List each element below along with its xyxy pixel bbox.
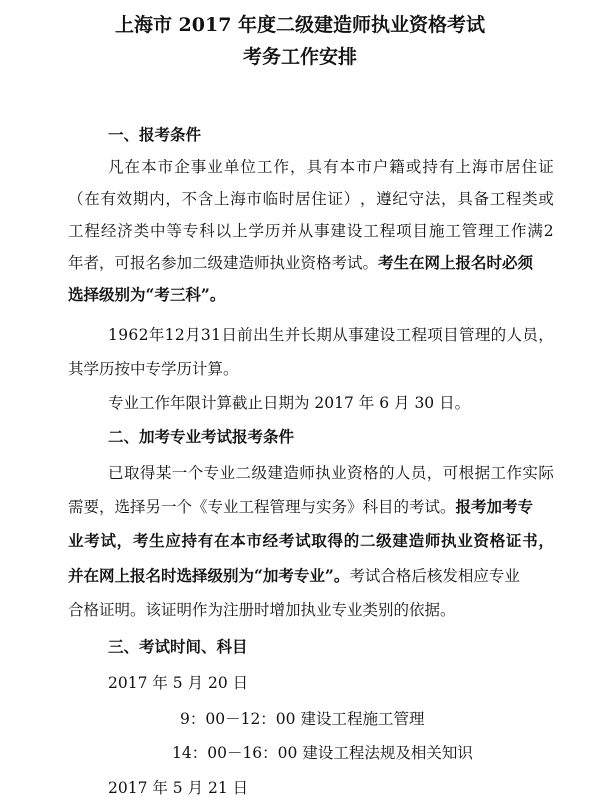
exam-date: 2017 年 5 月 20 日: [108, 674, 249, 692]
document-title: 上海市 2017 年度二级建造师执业资格考试: [114, 14, 486, 36]
bold-note: 并在网上报名时选择级别为“加考专业”。: [68, 566, 350, 585]
section-heading-2: 二、加考专业考试报考条件: [108, 427, 295, 446]
exam-date: 2017 年 5 月 21 日: [108, 779, 249, 797]
paragraph-line: 已 取 得 某 一 个 专 业 二 级 建 造 师 执 业 资 格 的 人 员 ， 可 根 据 工 作 实 际: [108, 464, 554, 482]
bold-note: 考生在网上报名时必须: [378, 253, 534, 272]
exam-session: 9：00－12：00 建设工程施工管理: [180, 710, 425, 728]
paragraph-line: 专业工作年限计算截止日期为 2017 年 6 月 30 日。: [108, 394, 471, 412]
paragraph-line: 其学历按中专学历计算。: [68, 360, 239, 378]
paragraph-line: 工 程 经 济 类 中 等 专 科 以 上 学 历 并 从 事 建 设 工 程 项 目 施 工 管 理 工 作 满 2: [68, 222, 554, 240]
section-heading-1: 一、报考条件: [108, 125, 202, 144]
section-heading-3: 三、考试时间、科目: [108, 637, 248, 656]
paragraph-line: （ 在 有 效 期 内 ， 不 含 上 海 市 临 时 居 住 证 ） ， 遵 纪 守 法 ， 具 备 工 程 类 或: [68, 190, 554, 208]
paragraph-line: 凡 在 本 市 企 事 业 单 位 工 作 ， 具 有 本 市 户 籍 或 持 有 上 海 市 居 住 证: [108, 158, 554, 176]
bold-note: 报考加考专: [455, 497, 534, 516]
paragraph-line: 并在网上报名时选择级别为“加考专业”。考试合格后核发相应专业: [68, 566, 520, 585]
paragraph-line: 1 9 6 2 年 1 2 月 3 1 日 前 出 生 并 长 期 从 事 建 设 工 程 项 目 管 理 的 人 员 ，: [108, 326, 554, 344]
paragraph-line: 年者，可报名参加二级建造师执业资格考试。考生在网上报名时必须: [68, 253, 534, 272]
paragraph-line: 合格证明。该证明作为注册时增加执业专业类别的依据。: [68, 601, 456, 619]
document-subtitle: 考务工作安排: [242, 46, 357, 68]
paragraph-line: 需要，选择另一个《专业工程管理与实务》科目的考试。报考加考专: [68, 497, 534, 516]
exam-session: 14：00－16：00 建设工程法规及相关知识: [172, 744, 473, 762]
bold-note: 选择级别为“考三科”。: [68, 285, 226, 304]
paragraph-line: 业 考 试 ， 考 生 应 持 有 在 本 市 经 考 试 取 得 的 二 级 建 造 师 执 业 资 格 证 书 ，: [68, 531, 554, 550]
